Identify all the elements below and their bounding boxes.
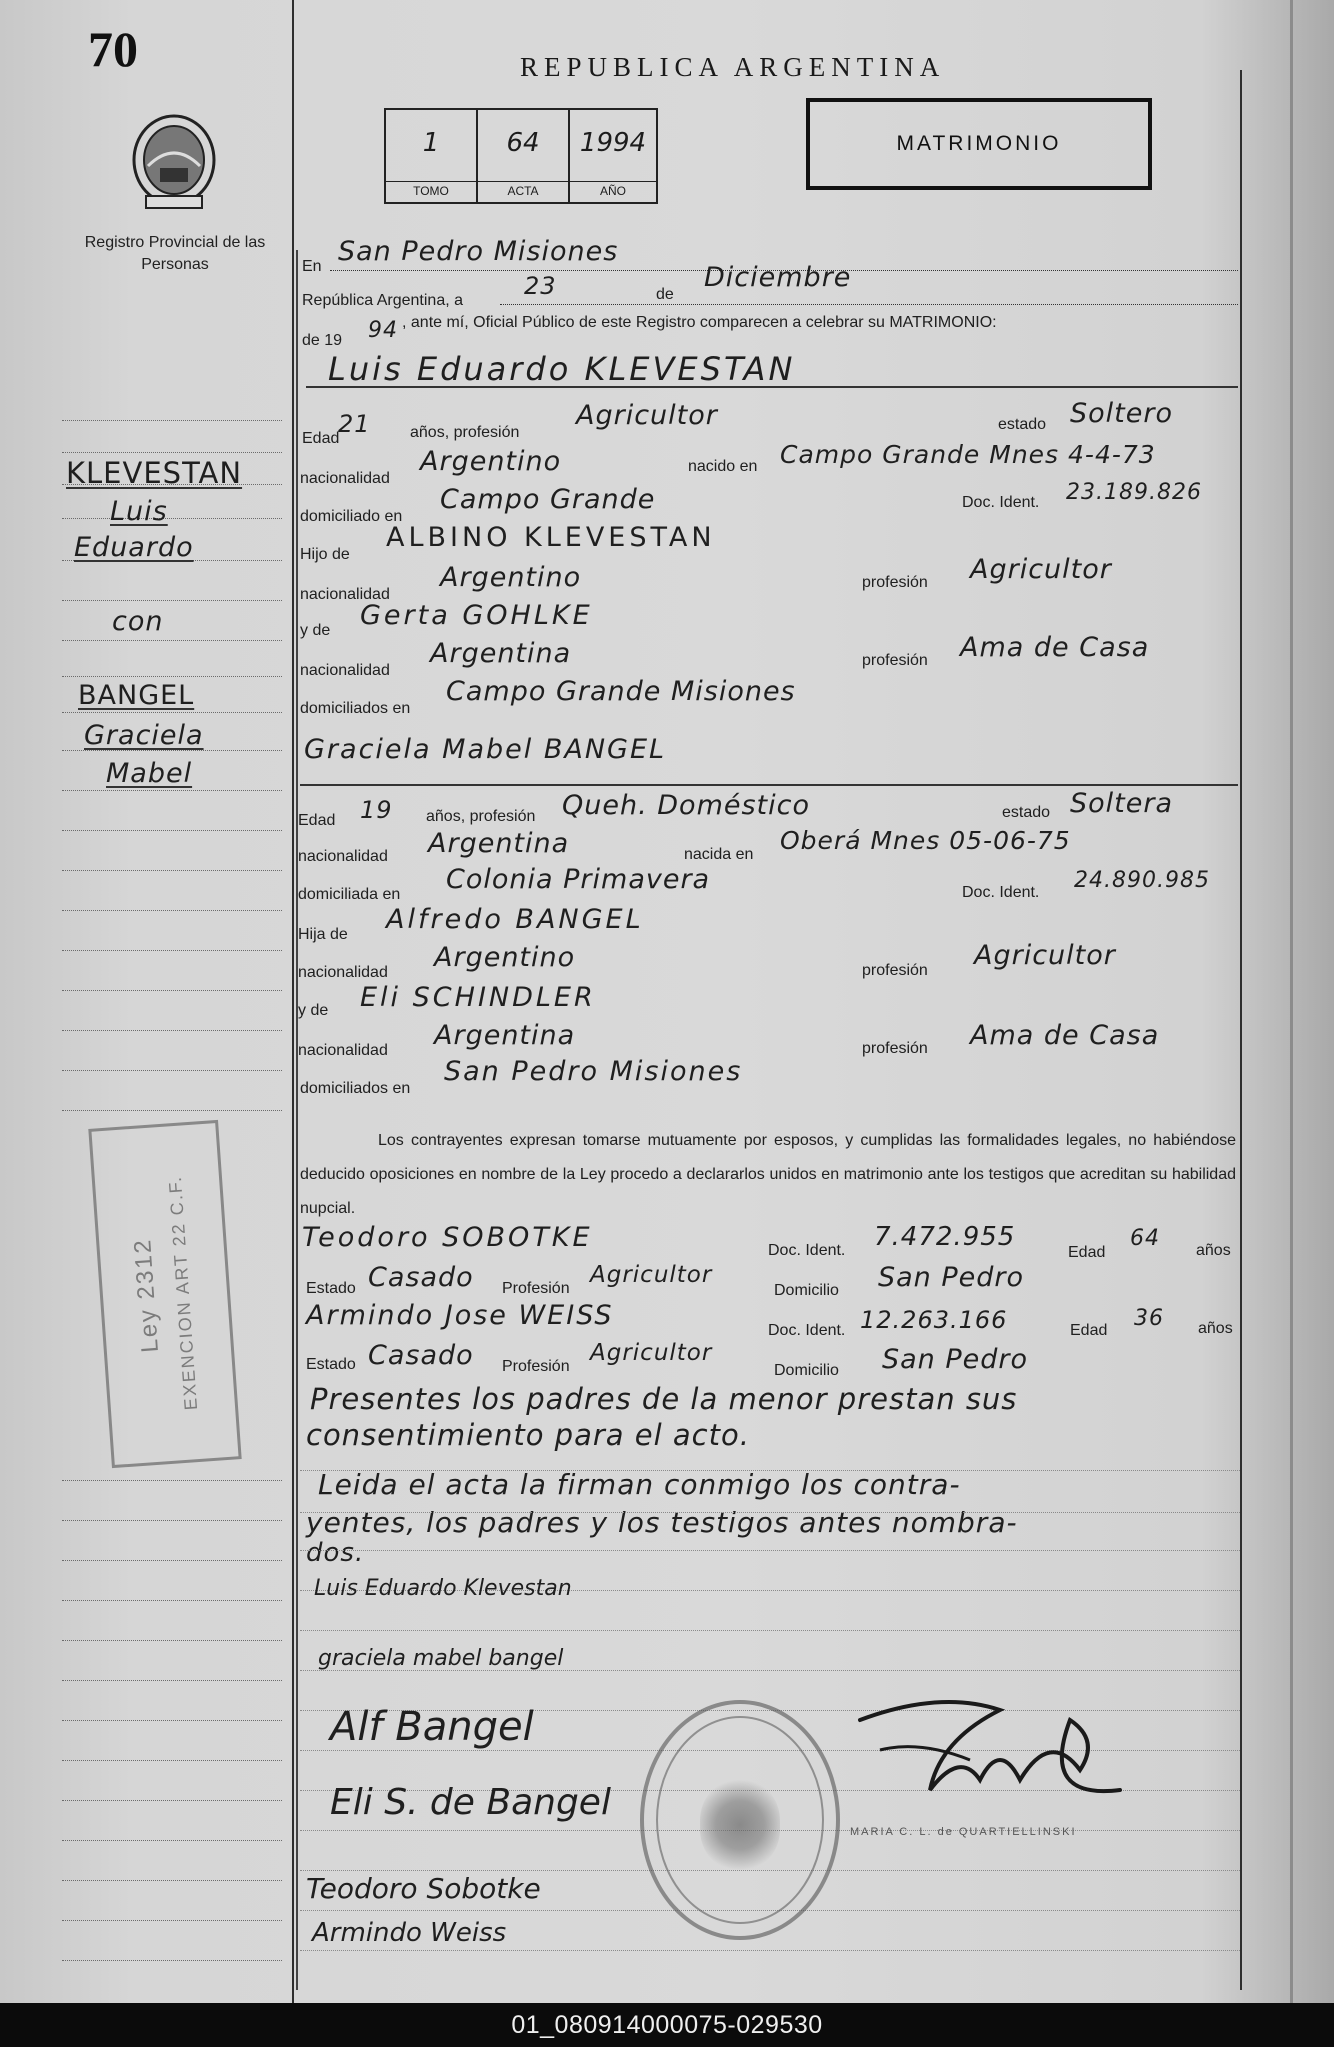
acta-label: ACTA xyxy=(478,181,568,198)
margin-rule xyxy=(62,790,282,791)
label-domiciliados: domiciliados en xyxy=(300,1080,411,1097)
margin-rule xyxy=(62,1840,282,1841)
ano-label: AÑO xyxy=(570,181,656,198)
tomo-value: 1 xyxy=(422,128,440,158)
margin-rule xyxy=(62,870,282,871)
margin-rule xyxy=(62,640,282,641)
label-hija-de: Hija de xyxy=(298,926,348,943)
label-nacido-en: nacido en xyxy=(688,458,758,475)
tomo-label: TOMO xyxy=(386,181,476,198)
record-rule xyxy=(300,1630,1240,1631)
witness-1-status: Casado xyxy=(368,1262,474,1293)
bride-parents-address: San Pedro Misiones xyxy=(444,1056,743,1087)
margin-rule xyxy=(62,518,282,519)
acta-cell xyxy=(478,110,570,202)
label-anos-profesion: años, profesión xyxy=(410,424,520,441)
margin-rule xyxy=(62,1480,282,1481)
witness-1-profession: Agricultor xyxy=(590,1262,713,1288)
groom-father-profession: Agricultor xyxy=(970,554,1112,585)
groom-mother-name: Gerta GOHLKE xyxy=(360,600,593,631)
scan-footer xyxy=(0,2003,1334,2047)
margin-bride-name1: Graciela xyxy=(84,720,204,751)
signature-witness-2: Armindo Weiss xyxy=(312,1918,507,1948)
bride-mother-name: Eli SCHINDLER xyxy=(360,982,596,1013)
groom-marital-status: Soltero xyxy=(1070,398,1173,429)
margin-rule xyxy=(62,1600,282,1601)
margin-con: con xyxy=(112,606,164,637)
scan-identifier: 01_080914000075-029530 xyxy=(511,2010,823,2039)
place-of-marriage: San Pedro Misiones xyxy=(338,236,619,267)
bride-document: 24.890.985 xyxy=(1074,868,1210,893)
margin-rule xyxy=(62,950,282,951)
record-left-border xyxy=(296,250,298,1990)
note-line-4: yentes, los padres y los testigos antes nombra- xyxy=(306,1506,1018,1539)
margin-rule xyxy=(62,1070,282,1071)
note-line-5: dos. xyxy=(306,1538,365,1568)
label-nacida-en: nacida en xyxy=(684,846,754,863)
groom-mother-nationality: Argentina xyxy=(430,638,572,669)
bride-address: Colonia Primavera xyxy=(446,864,711,895)
groom-nationality: Argentino xyxy=(420,446,562,477)
record-rule xyxy=(300,1550,1240,1551)
bride-profession: Queh. Doméstico xyxy=(562,790,810,821)
label-nacionalidad: nacionalidad xyxy=(300,586,390,603)
label-domiciliado: domiciliado en xyxy=(300,508,403,525)
witness-1-age: 64 xyxy=(1130,1226,1160,1251)
witness-2-document: 12.263.166 xyxy=(860,1306,1008,1334)
groom-address: Campo Grande xyxy=(440,484,656,515)
witness-2-name: Armindo Jose WEISS xyxy=(306,1300,614,1331)
label-domicilio: Domicilio xyxy=(774,1282,839,1299)
groom-age: 21 xyxy=(338,410,371,438)
groom-full-name: Luis Eduardo KLEVESTAN xyxy=(328,350,796,388)
bride-birth-place-date: Oberá Mnes 05-06-75 xyxy=(780,826,1071,855)
bride-marital-status: Soltera xyxy=(1070,788,1174,819)
record-right-border xyxy=(1240,70,1242,1990)
signature-groom: Luis Eduardo Klevestan xyxy=(314,1576,572,1601)
label-nacionalidad: nacionalidad xyxy=(298,964,388,981)
label-estado: estado xyxy=(1002,804,1051,821)
margin-rule xyxy=(62,452,282,453)
witness-2-age: 36 xyxy=(1134,1306,1164,1331)
label-doc-ident: Doc. Ident. xyxy=(768,1322,846,1339)
stamp-line-2: EXENCION ART 22 C.F. xyxy=(164,1174,202,1411)
officer-name-stamp: MARIA C. L. de QUARTIELLINSKI xyxy=(850,1826,1077,1838)
marriage-month: Diciembre xyxy=(704,262,852,293)
margin-rule xyxy=(62,1680,282,1681)
bride-mother-nationality: Argentina xyxy=(434,1020,576,1051)
groom-document: 23.189.826 xyxy=(1066,480,1202,505)
ano-cell xyxy=(570,110,656,202)
signature-witness-1: Teodoro Sobotke xyxy=(306,1872,541,1905)
bride-mother-profession: Ama de Casa xyxy=(970,1020,1160,1051)
margin-rule xyxy=(62,1030,282,1031)
groom-father-nationality: Argentino xyxy=(440,562,582,593)
margin-bride-name2: Mabel xyxy=(106,758,193,789)
label-domiciliados: domiciliados en xyxy=(300,700,411,717)
margin-groom-name1: Luis xyxy=(110,496,168,527)
record-rule xyxy=(300,1512,1240,1513)
groom-profession: Agricultor xyxy=(576,400,718,431)
label-en: En xyxy=(302,258,322,275)
ano-value: 1994 xyxy=(579,128,647,158)
bride-full-name: Graciela Mabel BANGEL xyxy=(304,734,667,765)
margin-groom-name2: Eduardo xyxy=(74,532,194,563)
province-crest-emblem xyxy=(126,110,222,218)
groom-parents-address: Campo Grande Misiones xyxy=(446,676,796,707)
declaration-text: Los contrayentes expresan tomarse mutuamente por esposos, y cumplidas las formalidades legales, no habiéndose deducido oposiciones en nombre de la Ley procedo a declararlos unidos en matrimonio ante los testigos que acreditan su habilidad nupcial. xyxy=(300,1132,1236,1217)
label-edad: Edad xyxy=(302,430,340,447)
label-edad: Edad xyxy=(1068,1244,1106,1261)
officer-signature-scribble xyxy=(820,1680,1140,1840)
label-doc-ident: Doc. Ident. xyxy=(768,1242,846,1259)
margin-rule xyxy=(62,600,282,601)
groom-mother-profession: Ama de Casa xyxy=(960,632,1150,663)
label-profesion: profesión xyxy=(862,1040,928,1057)
margin-rule xyxy=(62,712,282,713)
tomo-cell xyxy=(386,110,478,202)
registry-number-box xyxy=(384,108,658,204)
acta-value: 64 xyxy=(506,128,540,158)
label-edad: Edad xyxy=(1070,1322,1108,1339)
record-rule xyxy=(300,1470,1240,1471)
margin-rule xyxy=(62,1640,282,1641)
bride-nationality: Argentina xyxy=(428,828,570,859)
label-edad: Edad xyxy=(298,812,336,829)
label-domicilio: Domicilio xyxy=(774,1362,839,1379)
groom-father-name: ALBINO KLEVESTAN xyxy=(386,522,716,553)
margin-rule xyxy=(62,1560,282,1561)
label-nacionalidad: nacionalidad xyxy=(298,848,388,865)
margin-rule xyxy=(62,830,282,831)
page-edge xyxy=(1290,0,1293,2003)
label-anos: años xyxy=(1198,1320,1233,1337)
label-profesion: Profesión xyxy=(502,1358,570,1375)
signature-bride: graciela mabel bangel xyxy=(318,1646,564,1671)
margin-rule xyxy=(62,1920,282,1921)
margin-bride-surname: BANGEL xyxy=(78,680,195,711)
label-hijo-de: Hijo de xyxy=(300,546,350,563)
margin-rule xyxy=(62,1960,282,1961)
page-number: 70 xyxy=(88,21,138,77)
bride-father-profession: Agricultor xyxy=(974,940,1116,971)
marriage-year: 94 xyxy=(368,318,398,343)
bride-father-nationality: Argentino xyxy=(434,942,576,973)
margin-rule xyxy=(62,420,282,421)
witness-1-document: 7.472.955 xyxy=(874,1222,1016,1252)
margin-rule xyxy=(62,1110,282,1111)
label-nacionalidad: nacionalidad xyxy=(298,1042,388,1059)
bride-age: 19 xyxy=(360,796,393,824)
label-nacionalidad: nacionalidad xyxy=(300,470,390,487)
thumbprint xyxy=(700,1780,780,1870)
record-rule xyxy=(300,1950,1240,1951)
witness-1-address: San Pedro xyxy=(878,1262,1025,1293)
label-profesion: profesión xyxy=(862,574,928,591)
bride-father-name: Alfredo BANGEL xyxy=(386,904,644,935)
margin-rule xyxy=(62,1520,282,1521)
margin-groom-surname: KLEVESTAN xyxy=(66,456,243,490)
document-type-box xyxy=(806,98,1152,190)
label-estado: Estado xyxy=(306,1280,356,1297)
label-y-de: y de xyxy=(300,622,331,639)
signature-bride-mother: Eli S. de Bangel xyxy=(330,1782,611,1823)
stamp-line-1: Ley 2312 xyxy=(129,1237,165,1354)
label-nacionalidad: nacionalidad xyxy=(300,662,390,679)
margin-rule xyxy=(62,910,282,911)
margin-rule xyxy=(62,676,282,677)
label-anos: años xyxy=(1196,1242,1231,1259)
witness-1-name: Teodoro SOBOTKE xyxy=(302,1222,593,1253)
witness-2-address: San Pedro xyxy=(882,1344,1029,1375)
document-type-label: MATRIMONIO xyxy=(896,132,1062,155)
label-profesion: profesión xyxy=(862,962,928,979)
margin-rule xyxy=(62,1800,282,1801)
intro-sentence: , ante mí, Oficial Público de este Registro comparecen a celebrar su MATRIMONIO: xyxy=(402,314,997,331)
groom-birth-place-date: Campo Grande Mnes 4-4-73 xyxy=(780,440,1156,469)
margin-rule xyxy=(62,990,282,991)
margin-rule xyxy=(62,1760,282,1761)
label-doc-ident: Doc. Ident. xyxy=(962,884,1040,901)
witness-2-status: Casado xyxy=(368,1340,474,1371)
note-line-1: Presentes los padres de la menor prestan sus xyxy=(310,1382,1018,1416)
label-de: de xyxy=(656,286,674,303)
label-profesion: Profesión xyxy=(502,1280,570,1297)
label-year-prefix: de 19 xyxy=(302,332,343,349)
margin-rule xyxy=(62,1880,282,1881)
marriage-day: 23 xyxy=(524,272,557,300)
note-line-3: Leida el acta la firman conmigo los contra- xyxy=(318,1468,961,1501)
signature-bride-father: Alf Bangel xyxy=(330,1704,534,1750)
note-line-2: consentimiento para el acto. xyxy=(306,1418,750,1452)
witness-2-profession: Agricultor xyxy=(590,1340,713,1366)
registry-name: Registro Provincial de las Personas xyxy=(84,234,266,273)
label-estado: Estado xyxy=(306,1356,356,1373)
label-anos-profesion: años, profesión xyxy=(426,808,536,825)
label-y-de: y de xyxy=(298,1002,329,1019)
exemption-stamp xyxy=(88,1120,241,1468)
label-doc-ident: Doc. Ident. xyxy=(962,494,1040,511)
label-profesion: profesión xyxy=(862,652,928,669)
label-domiciliada: domiciliada en xyxy=(298,886,401,903)
country-title: REPUBLICA ARGENTINA xyxy=(520,52,946,82)
label-republica: República Argentina, a xyxy=(302,292,463,309)
margin-rule xyxy=(62,1720,282,1721)
label-estado: estado xyxy=(998,416,1047,433)
margin-divider xyxy=(292,0,294,2003)
